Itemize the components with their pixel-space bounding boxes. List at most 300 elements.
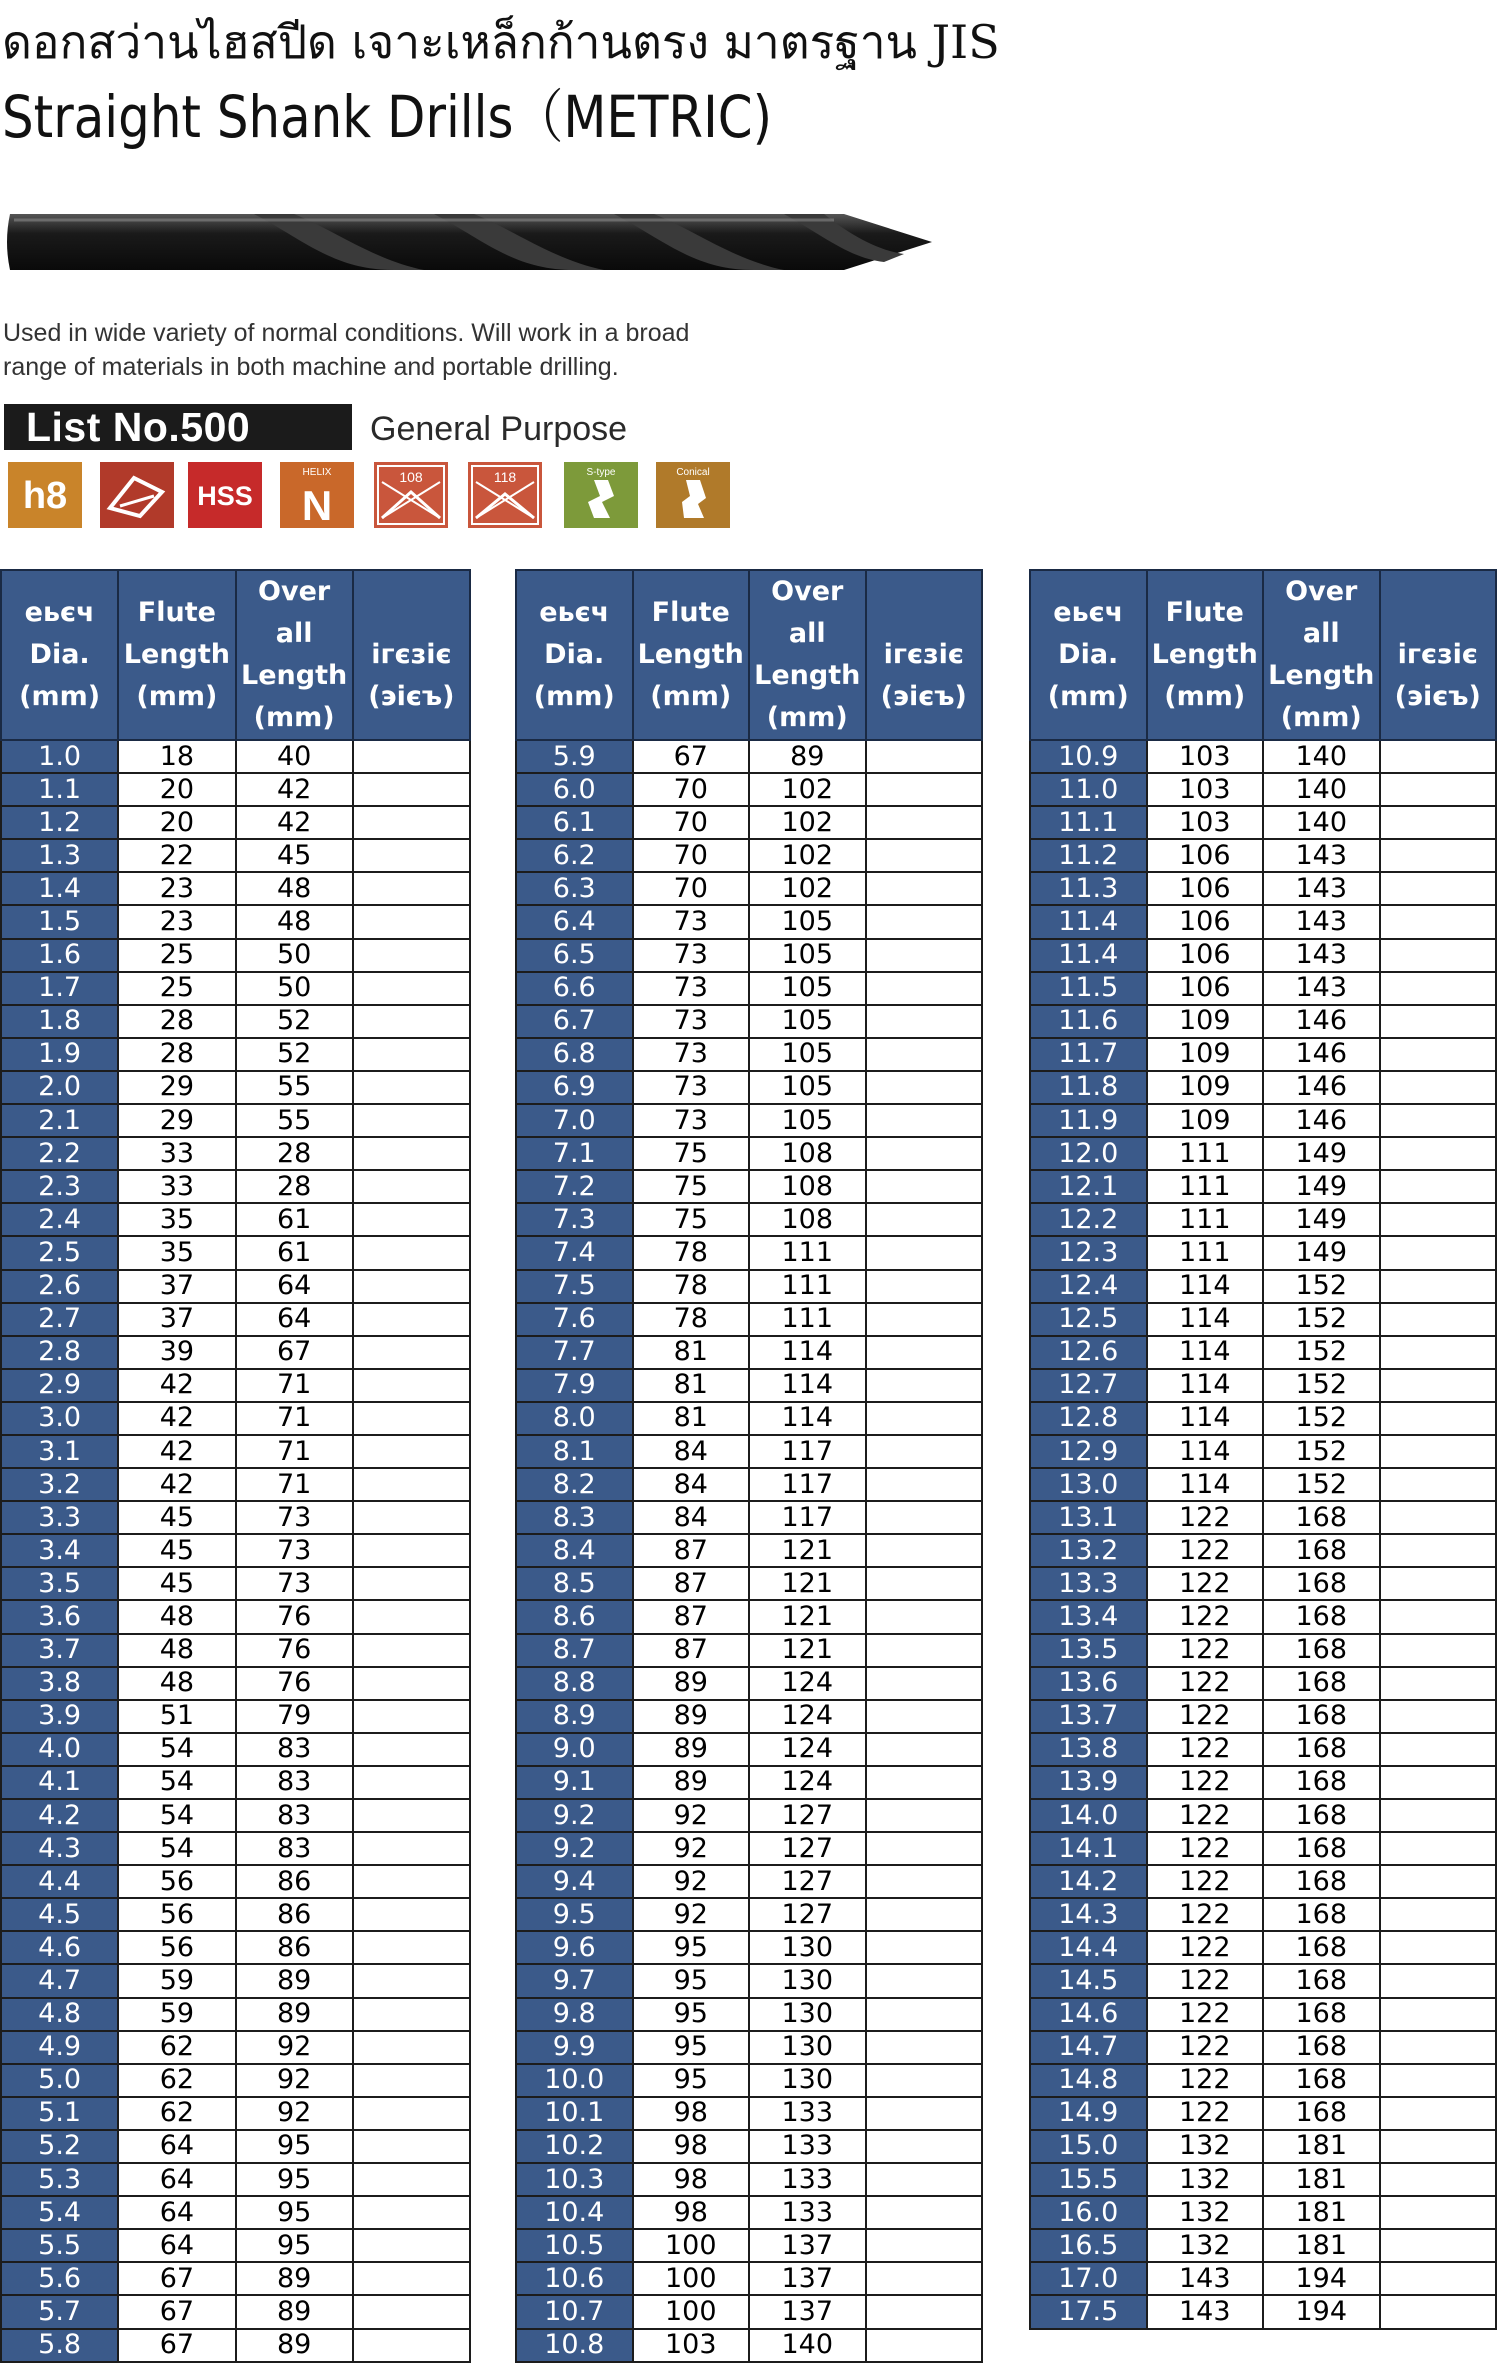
overall-length-cell: 105 bbox=[749, 939, 866, 972]
flute-length-cell: 111 bbox=[1147, 1236, 1264, 1269]
diameter-cell: 10.0 bbox=[516, 2064, 633, 2097]
price-cell bbox=[1380, 972, 1497, 1005]
flute-length-cell: 73 bbox=[633, 1071, 750, 1104]
flute-length-cell: 70 bbox=[633, 806, 750, 839]
diameter-cell: 11.9 bbox=[1030, 1104, 1147, 1137]
diameter-cell: 13.9 bbox=[1030, 1766, 1147, 1799]
table-row bbox=[516, 1170, 982, 1203]
price-cell bbox=[353, 1071, 470, 1104]
price-cell bbox=[353, 1799, 470, 1832]
diameter-cell: 17.5 bbox=[1030, 2295, 1147, 2328]
flute-length-cell: 92 bbox=[633, 1898, 750, 1931]
overall-length-cell: 108 bbox=[749, 1170, 866, 1203]
flute-length-cell: 25 bbox=[118, 972, 235, 1005]
conical-icon bbox=[656, 462, 730, 528]
diameter-cell: 4.7 bbox=[1, 1964, 118, 1997]
diameter-cell: 15.0 bbox=[1030, 2130, 1147, 2163]
price-cell bbox=[1380, 1634, 1497, 1667]
overall-length-cell: 130 bbox=[749, 2031, 866, 2064]
table-row bbox=[1030, 1931, 1496, 1964]
table-row bbox=[1, 1170, 470, 1203]
price-cell bbox=[353, 2064, 470, 2097]
price-cell bbox=[353, 1634, 470, 1667]
diameter-cell: 8.4 bbox=[516, 1534, 633, 1567]
header-line: Dia. bbox=[544, 639, 605, 670]
header-line: (эієъ) bbox=[368, 681, 455, 712]
flute-length-cell: 100 bbox=[633, 2295, 750, 2328]
overall-length-cell: 92 bbox=[236, 2064, 353, 2097]
flute-length-cell: 73 bbox=[633, 972, 750, 1005]
diameter-cell: 4.2 bbox=[1, 1799, 118, 1832]
h8-tolerance-icon bbox=[8, 462, 82, 528]
overall-length-cell: 127 bbox=[749, 1865, 866, 1898]
diameter-cell: 2.7 bbox=[1, 1303, 118, 1336]
flute-length-cell: 73 bbox=[633, 905, 750, 938]
svg-text:HSS: HSS bbox=[197, 481, 253, 511]
table-row bbox=[1, 1964, 470, 1997]
price-cell bbox=[1380, 2097, 1497, 2130]
price-cell bbox=[1380, 1137, 1497, 1170]
flute-length-cell: 87 bbox=[633, 1634, 750, 1667]
table-row bbox=[1, 2262, 470, 2295]
diameter-cell: 3.2 bbox=[1, 1468, 118, 1501]
price-cell bbox=[353, 905, 470, 938]
price-cell bbox=[1380, 2229, 1497, 2262]
table-row bbox=[1, 1501, 470, 1534]
flute-length-cell: 122 bbox=[1147, 1898, 1264, 1931]
flute-length-cell: 87 bbox=[633, 1567, 750, 1600]
price-cell bbox=[353, 2031, 470, 2064]
column-header-dia bbox=[516, 570, 633, 740]
overall-length-cell: 105 bbox=[749, 905, 866, 938]
price-cell bbox=[866, 872, 983, 905]
overall-length-cell: 86 bbox=[236, 1865, 353, 1898]
flute-length-cell: 103 bbox=[1147, 740, 1264, 773]
diameter-cell: 12.2 bbox=[1030, 1203, 1147, 1236]
description-line-2: range of materials in both machine and portable drilling. bbox=[3, 353, 619, 381]
diameter-cell: 1.9 bbox=[1, 1038, 118, 1071]
table-row bbox=[1030, 1236, 1496, 1269]
table-row bbox=[516, 2064, 982, 2097]
diameter-cell: 12.7 bbox=[1030, 1369, 1147, 1402]
table-row bbox=[1030, 2229, 1496, 2262]
overall-length-cell: 168 bbox=[1263, 1634, 1380, 1667]
diameter-cell: 11.5 bbox=[1030, 972, 1147, 1005]
price-cell bbox=[353, 2130, 470, 2163]
header-row bbox=[1, 570, 470, 740]
price-cell bbox=[353, 1766, 470, 1799]
diameter-cell: 14.8 bbox=[1030, 2064, 1147, 2097]
flute-length-cell: 122 bbox=[1147, 1832, 1264, 1865]
flute-length-cell: 122 bbox=[1147, 1766, 1264, 1799]
price-cell bbox=[1380, 2196, 1497, 2229]
overall-length-cell: 143 bbox=[1263, 939, 1380, 972]
header-line: (mm) bbox=[253, 702, 335, 733]
table-row bbox=[516, 1964, 982, 1997]
table-row bbox=[1, 1998, 470, 2031]
column-header-overall bbox=[236, 570, 353, 740]
flute-length-cell: 103 bbox=[1147, 773, 1264, 806]
flute-length-cell: 29 bbox=[118, 1071, 235, 1104]
price-cell bbox=[353, 773, 470, 806]
diameter-cell: 13.0 bbox=[1030, 1468, 1147, 1501]
overall-length-cell: 111 bbox=[749, 1270, 866, 1303]
price-cell bbox=[1380, 1865, 1497, 1898]
table-row bbox=[1, 1567, 470, 1600]
diameter-cell: 7.1 bbox=[516, 1137, 633, 1170]
overall-length-cell: 67 bbox=[236, 1336, 353, 1369]
price-cell bbox=[866, 1104, 983, 1137]
flute-length-cell: 48 bbox=[118, 1667, 235, 1700]
table-row bbox=[516, 905, 982, 938]
price-cell bbox=[1380, 2295, 1497, 2328]
diameter-cell: 6.7 bbox=[516, 1005, 633, 1038]
table-row bbox=[1030, 1170, 1496, 1203]
diameter-cell: 13.1 bbox=[1030, 1501, 1147, 1534]
overall-length-cell: 105 bbox=[749, 972, 866, 1005]
diameter-cell: 5.0 bbox=[1, 2064, 118, 2097]
price-cell bbox=[866, 1468, 983, 1501]
flute-length-cell: 73 bbox=[633, 939, 750, 972]
flute-length-cell: 132 bbox=[1147, 2163, 1264, 2196]
overall-length-cell: 83 bbox=[236, 1733, 353, 1766]
price-cell bbox=[353, 1832, 470, 1865]
flute-length-cell: 109 bbox=[1147, 1104, 1264, 1137]
price-cell bbox=[866, 773, 983, 806]
diameter-cell: 2.0 bbox=[1, 1071, 118, 1104]
overall-length-cell: 117 bbox=[749, 1501, 866, 1534]
diameter-cell: 5.8 bbox=[1, 2329, 118, 2362]
price-cell bbox=[866, 1435, 983, 1468]
header-line: Over all bbox=[1285, 576, 1358, 649]
overall-length-cell: 152 bbox=[1263, 1270, 1380, 1303]
price-cell bbox=[353, 839, 470, 872]
overall-length-cell: 124 bbox=[749, 1700, 866, 1733]
price-cell bbox=[1380, 1667, 1497, 1700]
price-cell bbox=[353, 1270, 470, 1303]
flute-length-cell: 143 bbox=[1147, 2262, 1264, 2295]
price-cell bbox=[1380, 773, 1497, 806]
flute-length-cell: 33 bbox=[118, 1170, 235, 1203]
diameter-cell: 11.2 bbox=[1030, 839, 1147, 872]
flute-length-cell: 84 bbox=[633, 1468, 750, 1501]
diameter-cell: 8.6 bbox=[516, 1600, 633, 1633]
header-line: (эієъ) bbox=[1394, 681, 1481, 712]
table-row bbox=[516, 1468, 982, 1501]
price-cell bbox=[1380, 1799, 1497, 1832]
diameter-cell: 14.5 bbox=[1030, 1964, 1147, 1997]
diameter-cell: 6.6 bbox=[516, 972, 633, 1005]
header-line: (mm) bbox=[1047, 681, 1129, 712]
table-row bbox=[1, 2031, 470, 2064]
flute-length-cell: 18 bbox=[118, 740, 235, 773]
overall-length-cell: 89 bbox=[236, 2295, 353, 2328]
helix-n-icon bbox=[280, 462, 354, 528]
table-row bbox=[1, 806, 470, 839]
header-line bbox=[354, 592, 469, 634]
flute-length-cell: 62 bbox=[118, 2064, 235, 2097]
overall-length-cell: 55 bbox=[236, 1071, 353, 1104]
table-row bbox=[516, 773, 982, 806]
table-row bbox=[1, 1435, 470, 1468]
overall-length-cell: 127 bbox=[749, 1799, 866, 1832]
overall-length-cell: 168 bbox=[1263, 2031, 1380, 2064]
header-line: (mm) bbox=[1280, 702, 1362, 733]
price-cell bbox=[1380, 2031, 1497, 2064]
diameter-cell: 5.3 bbox=[1, 2163, 118, 2196]
header-line: Length bbox=[241, 660, 348, 691]
table-row bbox=[516, 1303, 982, 1336]
price-cell bbox=[353, 1468, 470, 1501]
diameter-cell: 16.5 bbox=[1030, 2229, 1147, 2262]
overall-length-cell: 121 bbox=[749, 1567, 866, 1600]
overall-length-cell: 73 bbox=[236, 1534, 353, 1567]
column-header-price bbox=[1380, 570, 1497, 740]
diameter-cell: 13.5 bbox=[1030, 1634, 1147, 1667]
flute-length-cell: 114 bbox=[1147, 1435, 1264, 1468]
overall-length-cell: 73 bbox=[236, 1501, 353, 1534]
overall-length-cell: 40 bbox=[236, 740, 353, 773]
header-row bbox=[516, 570, 982, 740]
overall-length-cell: 194 bbox=[1263, 2262, 1380, 2295]
diameter-cell: 4.9 bbox=[1, 2031, 118, 2064]
overall-length-cell: 89 bbox=[236, 1998, 353, 2031]
header-line: (mm) bbox=[19, 681, 101, 712]
price-cell bbox=[353, 1038, 470, 1071]
price-cell bbox=[353, 740, 470, 773]
description bbox=[3, 316, 689, 384]
table-row bbox=[516, 1700, 982, 1733]
table-row bbox=[1030, 1402, 1496, 1435]
overall-length-cell: 92 bbox=[236, 2097, 353, 2130]
flute-length-cell: 95 bbox=[633, 2031, 750, 2064]
overall-length-cell: 105 bbox=[749, 1005, 866, 1038]
table-row bbox=[1, 2163, 470, 2196]
diameter-cell: 8.8 bbox=[516, 1667, 633, 1700]
table-row bbox=[1, 1534, 470, 1567]
diameter-cell: 5.9 bbox=[516, 740, 633, 773]
price-cell bbox=[353, 2196, 470, 2229]
column-header-flute bbox=[1147, 570, 1264, 740]
table-row bbox=[516, 972, 982, 1005]
diameter-cell: 9.2 bbox=[516, 1832, 633, 1865]
table-row bbox=[1, 972, 470, 1005]
flute-length-cell: 29 bbox=[118, 1104, 235, 1137]
diameter-cell: 11.3 bbox=[1030, 872, 1147, 905]
price-cell bbox=[866, 1567, 983, 1600]
flute-length-cell: 95 bbox=[633, 2064, 750, 2097]
table-row bbox=[1, 1667, 470, 1700]
flute-length-cell: 70 bbox=[633, 872, 750, 905]
flute-length-cell: 92 bbox=[633, 1799, 750, 1832]
table-row bbox=[1030, 1700, 1496, 1733]
overall-length-cell: 149 bbox=[1263, 1170, 1380, 1203]
flute-length-cell: 62 bbox=[118, 2031, 235, 2064]
flute-length-cell: 106 bbox=[1147, 939, 1264, 972]
overall-length-cell: 73 bbox=[236, 1567, 353, 1600]
overall-length-cell: 168 bbox=[1263, 2097, 1380, 2130]
price-cell bbox=[866, 939, 983, 972]
column-header-flute bbox=[633, 570, 750, 740]
price-cell bbox=[1380, 1236, 1497, 1269]
flute-length-cell: 122 bbox=[1147, 1700, 1264, 1733]
overall-length-cell: 143 bbox=[1263, 905, 1380, 938]
overall-length-cell: 105 bbox=[749, 1071, 866, 1104]
price-cell bbox=[1380, 939, 1497, 972]
price-cell bbox=[1380, 2163, 1497, 2196]
price-cell bbox=[866, 1898, 983, 1931]
flute-length-cell: 106 bbox=[1147, 905, 1264, 938]
table-row bbox=[516, 1832, 982, 1865]
price-cell bbox=[1380, 1700, 1497, 1733]
header-line: еьєч bbox=[1053, 597, 1124, 628]
price-cell bbox=[353, 1336, 470, 1369]
flute-length-cell: 64 bbox=[118, 2229, 235, 2262]
diameter-cell: 11.7 bbox=[1030, 1038, 1147, 1071]
table-row bbox=[1, 839, 470, 872]
flute-length-cell: 92 bbox=[633, 1832, 750, 1865]
overall-length-cell: 149 bbox=[1263, 1203, 1380, 1236]
overall-length-cell: 168 bbox=[1263, 1766, 1380, 1799]
diameter-cell: 3.5 bbox=[1, 1567, 118, 1600]
overall-length-cell: 152 bbox=[1263, 1402, 1380, 1435]
diameter-cell: 10.3 bbox=[516, 2163, 633, 2196]
flute-length-cell: 48 bbox=[118, 1600, 235, 1633]
diameter-cell: 1.4 bbox=[1, 872, 118, 905]
svg-text:108: 108 bbox=[399, 469, 423, 485]
price-cell bbox=[866, 1865, 983, 1898]
overall-length-cell: 146 bbox=[1263, 1071, 1380, 1104]
table-row bbox=[1, 2229, 470, 2262]
table-row bbox=[1030, 1336, 1496, 1369]
svg-text:HELIX: HELIX bbox=[302, 467, 332, 478]
diameter-cell: 17.0 bbox=[1030, 2262, 1147, 2295]
diameter-cell: 1.0 bbox=[1, 740, 118, 773]
header-line: (mm) bbox=[1164, 681, 1246, 712]
price-cell bbox=[1380, 740, 1497, 773]
diameter-cell: 1.8 bbox=[1, 1005, 118, 1038]
flute-length-cell: 98 bbox=[633, 2196, 750, 2229]
flute-length-cell: 95 bbox=[633, 1964, 750, 1997]
flute-length-cell: 81 bbox=[633, 1369, 750, 1402]
price-cell bbox=[1380, 1170, 1497, 1203]
table-row bbox=[1030, 2196, 1496, 2229]
price-cell bbox=[1380, 1303, 1497, 1336]
diameter-cell: 8.1 bbox=[516, 1435, 633, 1468]
table-row bbox=[1030, 905, 1496, 938]
overall-length-cell: 48 bbox=[236, 905, 353, 938]
price-cell bbox=[353, 1667, 470, 1700]
table-row bbox=[1, 1005, 470, 1038]
diameter-cell: 9.1 bbox=[516, 1766, 633, 1799]
table-row bbox=[1, 1898, 470, 1931]
table-row bbox=[1030, 2064, 1496, 2097]
price-cell bbox=[353, 1567, 470, 1600]
price-cell bbox=[866, 1038, 983, 1071]
price-cell bbox=[353, 1898, 470, 1931]
price-cell bbox=[1380, 2262, 1497, 2295]
diameter-cell: 14.9 bbox=[1030, 2097, 1147, 2130]
price-cell bbox=[866, 839, 983, 872]
table-row bbox=[516, 1270, 982, 1303]
price-cell bbox=[353, 1600, 470, 1633]
diameter-cell: 9.2 bbox=[516, 1799, 633, 1832]
table-row bbox=[516, 1104, 982, 1137]
table-row bbox=[1030, 1799, 1496, 1832]
svg-text:Conical: Conical bbox=[676, 467, 710, 478]
flute-length-cell: 122 bbox=[1147, 1964, 1264, 1997]
price-cell bbox=[866, 2229, 983, 2262]
overall-length-cell: 133 bbox=[749, 2163, 866, 2196]
table-row bbox=[516, 1005, 982, 1038]
overall-length-cell: 108 bbox=[749, 1137, 866, 1170]
price-cell bbox=[1380, 839, 1497, 872]
overall-length-cell: 86 bbox=[236, 1898, 353, 1931]
diameter-cell: 2.8 bbox=[1, 1336, 118, 1369]
price-cell bbox=[866, 1799, 983, 1832]
diameter-cell: 5.2 bbox=[1, 2130, 118, 2163]
overall-length-cell: 168 bbox=[1263, 1733, 1380, 1766]
column-header-price bbox=[353, 570, 470, 740]
flute-length-cell: 122 bbox=[1147, 2031, 1264, 2064]
flute-length-cell: 89 bbox=[633, 1766, 750, 1799]
flute-length-cell: 54 bbox=[118, 1832, 235, 1865]
flute-length-cell: 122 bbox=[1147, 1998, 1264, 2031]
diameter-cell: 12.5 bbox=[1030, 1303, 1147, 1336]
flute-length-cell: 42 bbox=[118, 1369, 235, 1402]
diameter-cell: 2.9 bbox=[1, 1369, 118, 1402]
flute-length-cell: 25 bbox=[118, 939, 235, 972]
price-cell bbox=[866, 1369, 983, 1402]
price-cell bbox=[866, 740, 983, 773]
overall-length-cell: 121 bbox=[749, 1600, 866, 1633]
overall-length-cell: 89 bbox=[236, 1964, 353, 1997]
flute-length-cell: 89 bbox=[633, 1667, 750, 1700]
flute-length-cell: 122 bbox=[1147, 1567, 1264, 1600]
flute-length-cell: 75 bbox=[633, 1137, 750, 1170]
table-row bbox=[1030, 1634, 1496, 1667]
price-cell bbox=[866, 2064, 983, 2097]
flute-length-cell: 122 bbox=[1147, 1733, 1264, 1766]
flute-length-cell: 114 bbox=[1147, 1369, 1264, 1402]
overall-length-cell: 168 bbox=[1263, 1898, 1380, 1931]
diameter-cell: 8.9 bbox=[516, 1700, 633, 1733]
price-cell bbox=[1380, 905, 1497, 938]
table-row bbox=[516, 1501, 982, 1534]
flute-length-cell: 67 bbox=[118, 2262, 235, 2295]
table-row bbox=[1030, 1766, 1496, 1799]
table-row bbox=[516, 1071, 982, 1104]
flute-length-cell: 42 bbox=[118, 1402, 235, 1435]
table-row bbox=[516, 2031, 982, 2064]
price-cell bbox=[866, 1733, 983, 1766]
overall-length-cell: 130 bbox=[749, 1931, 866, 1964]
diameter-cell: 10.8 bbox=[516, 2329, 633, 2362]
price-cell bbox=[1380, 1402, 1497, 1435]
table-row bbox=[516, 1369, 982, 1402]
flute-length-cell: 56 bbox=[118, 1931, 235, 1964]
diameter-cell: 10.5 bbox=[516, 2229, 633, 2262]
spec-table-2 bbox=[515, 569, 983, 2363]
diameter-cell: 7.5 bbox=[516, 1270, 633, 1303]
overall-length-cell: 137 bbox=[749, 2262, 866, 2295]
overall-length-cell: 102 bbox=[749, 806, 866, 839]
header-line bbox=[1381, 592, 1496, 634]
flute-length-cell: 78 bbox=[633, 1303, 750, 1336]
diameter-cell: 6.5 bbox=[516, 939, 633, 972]
table-row bbox=[516, 939, 982, 972]
flute-length-cell: 89 bbox=[633, 1700, 750, 1733]
